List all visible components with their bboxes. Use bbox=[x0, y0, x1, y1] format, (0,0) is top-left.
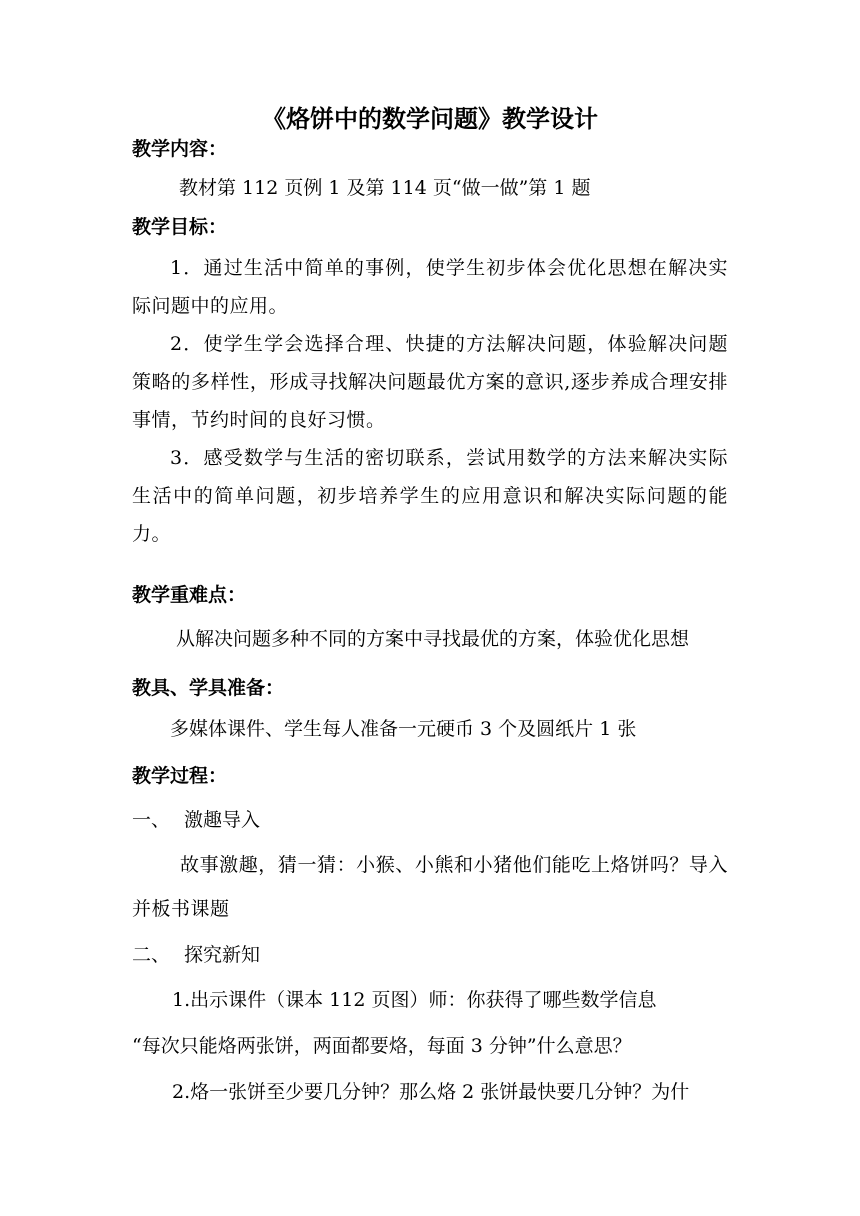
step-2-line-3: 2.烙一张饼至少要几分钟？那么烙 2 张饼最快要几分钟？为什 bbox=[172, 1081, 690, 1103]
content-heading: 教学内容： bbox=[132, 138, 228, 160]
key-points-text: 从解决问题多种不同的方案中寻找最优的方案，体验优化思想 bbox=[176, 628, 690, 650]
key-points-heading: 教学重难点： bbox=[132, 584, 247, 606]
process-step-2 bbox=[132, 943, 260, 967]
goal-item-1: 1．通过生活中简单的事例，使学生初步体会优化思想在解决实际问题中的应用。 bbox=[132, 257, 728, 317]
step-title: 探究新知 bbox=[184, 944, 261, 966]
goal-item-3: 3．感受数学与生活的密切联系，尝试用数学的方法来解决实际生活中的简单问题，初步培养学生的应用意识和解决实际问题的能力。 bbox=[132, 447, 728, 545]
step-title: 激趣导入 bbox=[184, 809, 261, 831]
step-2-line-1: 1.出示课件（课本 112 页图）师：你获得了哪些数学信息 bbox=[172, 989, 657, 1011]
content-text: 教材第 112 页例 1 及第 114 页“做一做”第 1 题 bbox=[179, 177, 591, 199]
materials-heading: 教具、学具准备： bbox=[132, 677, 285, 699]
step-2-line-2: “每次只能烙两张饼，两面都要烙，每面 3 分钟”什么意思？ bbox=[132, 1035, 632, 1057]
step-number: 二、 bbox=[132, 944, 171, 966]
step-1-text: 故事激趣，猜一猜：小猴、小熊和小猪他们能吃上烙饼吗？导入并板书课题 bbox=[132, 854, 728, 920]
process-heading: 教学过程： bbox=[132, 765, 228, 787]
materials-text: 多媒体课件、学生每人准备一元硬币 3 个及圆纸片 1 张 bbox=[170, 718, 637, 740]
process-step-1 bbox=[132, 808, 260, 832]
goals-heading: 教学目标： bbox=[132, 216, 228, 238]
goal-item-2: 2．使学生学会选择合理、快捷的方法解决问题，体验解决问题策略的多样性，形成寻找解决问题最优方案的意识,逐步养成合理安排事情，节约时间的良好习惯。 bbox=[132, 333, 728, 431]
step-number: 一、 bbox=[132, 809, 171, 831]
document-title: 《烙饼中的数学问题》教学设计 bbox=[262, 105, 598, 133]
